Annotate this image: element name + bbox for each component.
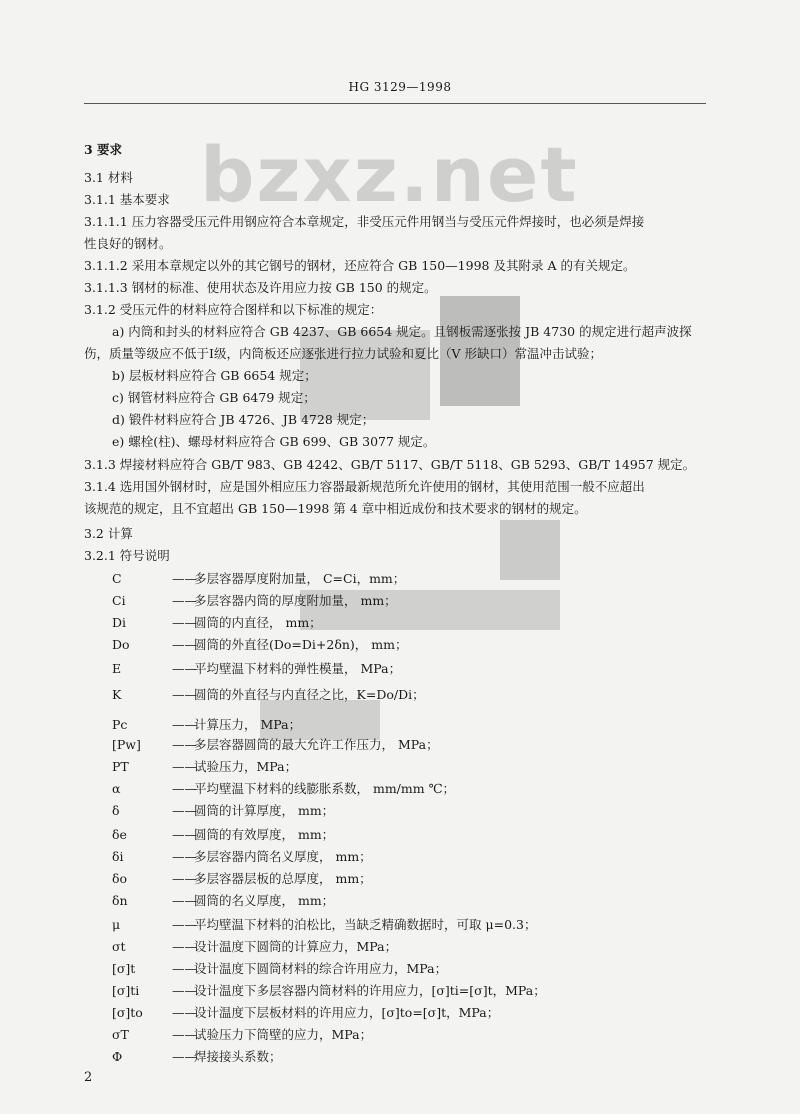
symbol-description: 圆筒的内直径， mm；: [194, 615, 322, 630]
symbol-row: [112, 983, 546, 999]
dash-separator: ——: [172, 939, 197, 954]
symbol-description: 圆筒的有效厚度， mm；: [194, 827, 335, 842]
symbol-description: 设计温度下层板材料的许用应力，[σ]to=[σ]t，MPa；: [194, 1005, 500, 1020]
paragraph-line: 性良好的钢材。: [84, 236, 172, 251]
symbol-description: 试验压力，MPa；: [194, 759, 298, 774]
symbol-description: 多层容器厚度附加量， C=Ci，mm；: [194, 571, 406, 586]
symbol-description: 平均壁温下材料的泊松比，当缺乏精确数据时，可取 μ=0.3；: [194, 917, 537, 932]
dash-separator: ——: [172, 661, 197, 676]
symbol: E: [112, 661, 122, 676]
symbol-row: [112, 1027, 372, 1043]
symbol-description: 多层容器内筒的厚度附加量， mm；: [194, 593, 397, 608]
symbol-description: 多层容器内筒名义厚度， mm；: [194, 849, 372, 864]
dash-separator: ——: [172, 871, 197, 886]
symbol-row: [112, 759, 297, 775]
symbol-row: [112, 781, 455, 797]
dash-separator: ——: [172, 781, 197, 796]
dash-separator: ——: [172, 893, 197, 908]
dash-separator: ——: [172, 983, 197, 998]
symbol-row: [112, 849, 372, 865]
symbol: Φ: [112, 1049, 123, 1064]
dash-separator: ——: [172, 571, 197, 586]
paragraph-line: 3.1.1.3 钢材的标准、使用状态及许用应力按 GB 150 的规定。: [84, 280, 437, 295]
symbol-row: [112, 687, 425, 703]
symbol-description: 试验压力下筒壁的应力，MPa；: [194, 1027, 373, 1042]
dash-separator: ——: [172, 717, 197, 732]
document-header: HG 3129—1998: [348, 80, 452, 94]
dash-separator: ——: [172, 1049, 197, 1064]
symbol-description: 设计温度下多层容器内筒材料的许用应力，[σ]ti=[σ]t，MPa；: [194, 983, 546, 998]
symbol: μ: [112, 917, 121, 932]
dash-separator: ——: [172, 1027, 197, 1042]
list-item: e) 螺栓(柱)、螺母材料应符合 GB 699、GB 3077 规定。: [112, 434, 436, 449]
paragraph-line: 该规范的规定，且不宜超出 GB 150—1998 第 4 章中相近成份和技术要求的钢材的规定。: [84, 501, 587, 516]
watermark: bzxz.net: [200, 130, 579, 219]
dash-separator: ——: [172, 917, 197, 932]
list-item-continuation: 伤，质量等级应不低于Ⅰ级，内筒板还应逐张进行拉力试验和夏比（V 形缺口）常温冲击试验；: [84, 346, 602, 361]
symbol-row: [112, 961, 447, 977]
symbol-row: [112, 717, 301, 733]
symbol-row: [112, 637, 407, 653]
symbol-description: 圆筒的外直径(Do=Di+2δn)， mm；: [194, 637, 408, 652]
symbol: Di: [112, 615, 127, 630]
symbol: δe: [112, 827, 127, 842]
subsection-heading: 3.1.1 基本要求: [84, 192, 170, 207]
symbol-row: [112, 917, 536, 933]
symbol: Do: [112, 637, 130, 652]
paragraph-line: 3.1.4 选用国外钢材时，应是国外相应压力容器最新规范所允许使用的钢材，其使用范围一般不应超出: [84, 479, 645, 494]
subsection-heading: 3.1 材料: [84, 170, 133, 185]
paragraph-line: 3.1.3 焊接材料应符合 GB/T 983、GB 4242、GB/T 5117、GB/T 5118、GB 5293、GB/T 14957 规定。: [84, 457, 696, 472]
symbol: PT: [112, 759, 129, 774]
dash-separator: ——: [172, 827, 197, 842]
dash-separator: ——: [172, 1005, 197, 1020]
header-rule: [84, 103, 706, 104]
symbol-row: [112, 737, 439, 753]
dash-separator: ——: [172, 849, 197, 864]
dash-separator: ——: [172, 803, 197, 818]
symbol-row: [112, 661, 401, 677]
dash-separator: ——: [172, 961, 197, 976]
symbol-row: [112, 615, 322, 631]
page-number: 2: [84, 1070, 93, 1085]
symbol-description: 平均壁温下材料的弹性模量， MPa；: [194, 661, 402, 676]
symbol: C: [112, 571, 122, 586]
list-item: a) 内筒和封头的材料应符合 GB 4237、GB 6654 规定。且钢板需逐张按 JB 4730 的规定进行超声波探: [112, 324, 692, 339]
symbol-description: 设计温度下圆筒材料的综合许用应力，MPa；: [194, 961, 448, 976]
symbol-row: [112, 1049, 282, 1065]
symbol: δo: [112, 871, 128, 886]
symbol-row: [112, 871, 372, 887]
symbol: Ci: [112, 593, 126, 608]
symbol-description: 焊接接头系数；: [194, 1049, 282, 1064]
symbol-description: 计算压力， MPa；: [194, 717, 302, 732]
dash-separator: ——: [172, 593, 197, 608]
symbol: σt: [112, 939, 126, 954]
symbol-row: [112, 571, 405, 587]
symbol-row: [112, 893, 334, 909]
symbol-row: [112, 593, 397, 609]
symbol: δ: [112, 803, 120, 818]
dash-separator: ——: [172, 759, 197, 774]
dash-separator: ——: [172, 687, 197, 702]
symbol-description: 多层容器层板的总厚度， mm；: [194, 871, 372, 886]
symbol: σT: [112, 1027, 129, 1042]
section-heading: 3 要求: [84, 142, 123, 157]
symbol: [σ]t: [112, 961, 136, 976]
symbol-description: 圆筒的计算厚度， mm；: [194, 803, 335, 818]
symbol: [Pw]: [112, 737, 141, 752]
symbol: [σ]ti: [112, 983, 140, 998]
symbol-description: 圆筒的外直径与内直径之比，K=Do/Di；: [194, 687, 425, 702]
symbol: δi: [112, 849, 124, 864]
symbol-description: 平均壁温下材料的线膨胀系数， mm/mm ℃；: [194, 781, 456, 796]
symbol: δn: [112, 893, 128, 908]
dash-separator: ——: [172, 637, 197, 652]
list-item: b) 层板材料应符合 GB 6654 规定；: [112, 368, 317, 383]
symbol-row: [112, 803, 334, 819]
symbol: α: [112, 781, 121, 796]
paragraph-line: 3.1.2 受压元件的材料应符合图样和以下标准的规定：: [84, 302, 383, 317]
stamp-block-3: [500, 520, 560, 580]
symbol: Pc: [112, 717, 128, 732]
paragraph-line: 3.1.1.1 压力容器受压元件用钢应符合本章规定，非受压元件用钢当与受压元件焊接时，也必须是焊接: [84, 214, 645, 229]
symbol-row: [112, 1005, 499, 1021]
list-item: c) 钢管材料应符合 GB 6479 规定；: [112, 390, 316, 405]
symbol: [σ]to: [112, 1005, 143, 1020]
paragraph-line: 3.1.1.2 采用本章规定以外的其它钢号的钢材，还应符合 GB 150—1998 及其附录 A 的有关规定。: [84, 258, 636, 273]
symbol-row: [112, 939, 397, 955]
dash-separator: ——: [172, 615, 197, 630]
symbol: K: [112, 687, 122, 702]
subsection-heading: 3.2 计算: [84, 526, 133, 541]
list-item: d) 锻件材料应符合 JB 4726、JB 4728 规定；: [112, 412, 375, 427]
stamp-block-2: [300, 330, 430, 420]
symbol-row: [112, 827, 334, 843]
symbol-description: 圆筒的名义厚度， mm；: [194, 893, 335, 908]
subsection-heading: 3.2.1 符号说明: [84, 548, 170, 563]
dash-separator: ——: [172, 737, 197, 752]
symbol-description: 多层容器圆筒的最大允许工作压力， MPa；: [194, 737, 439, 752]
symbol-description: 设计温度下圆筒的计算应力，MPa；: [194, 939, 398, 954]
